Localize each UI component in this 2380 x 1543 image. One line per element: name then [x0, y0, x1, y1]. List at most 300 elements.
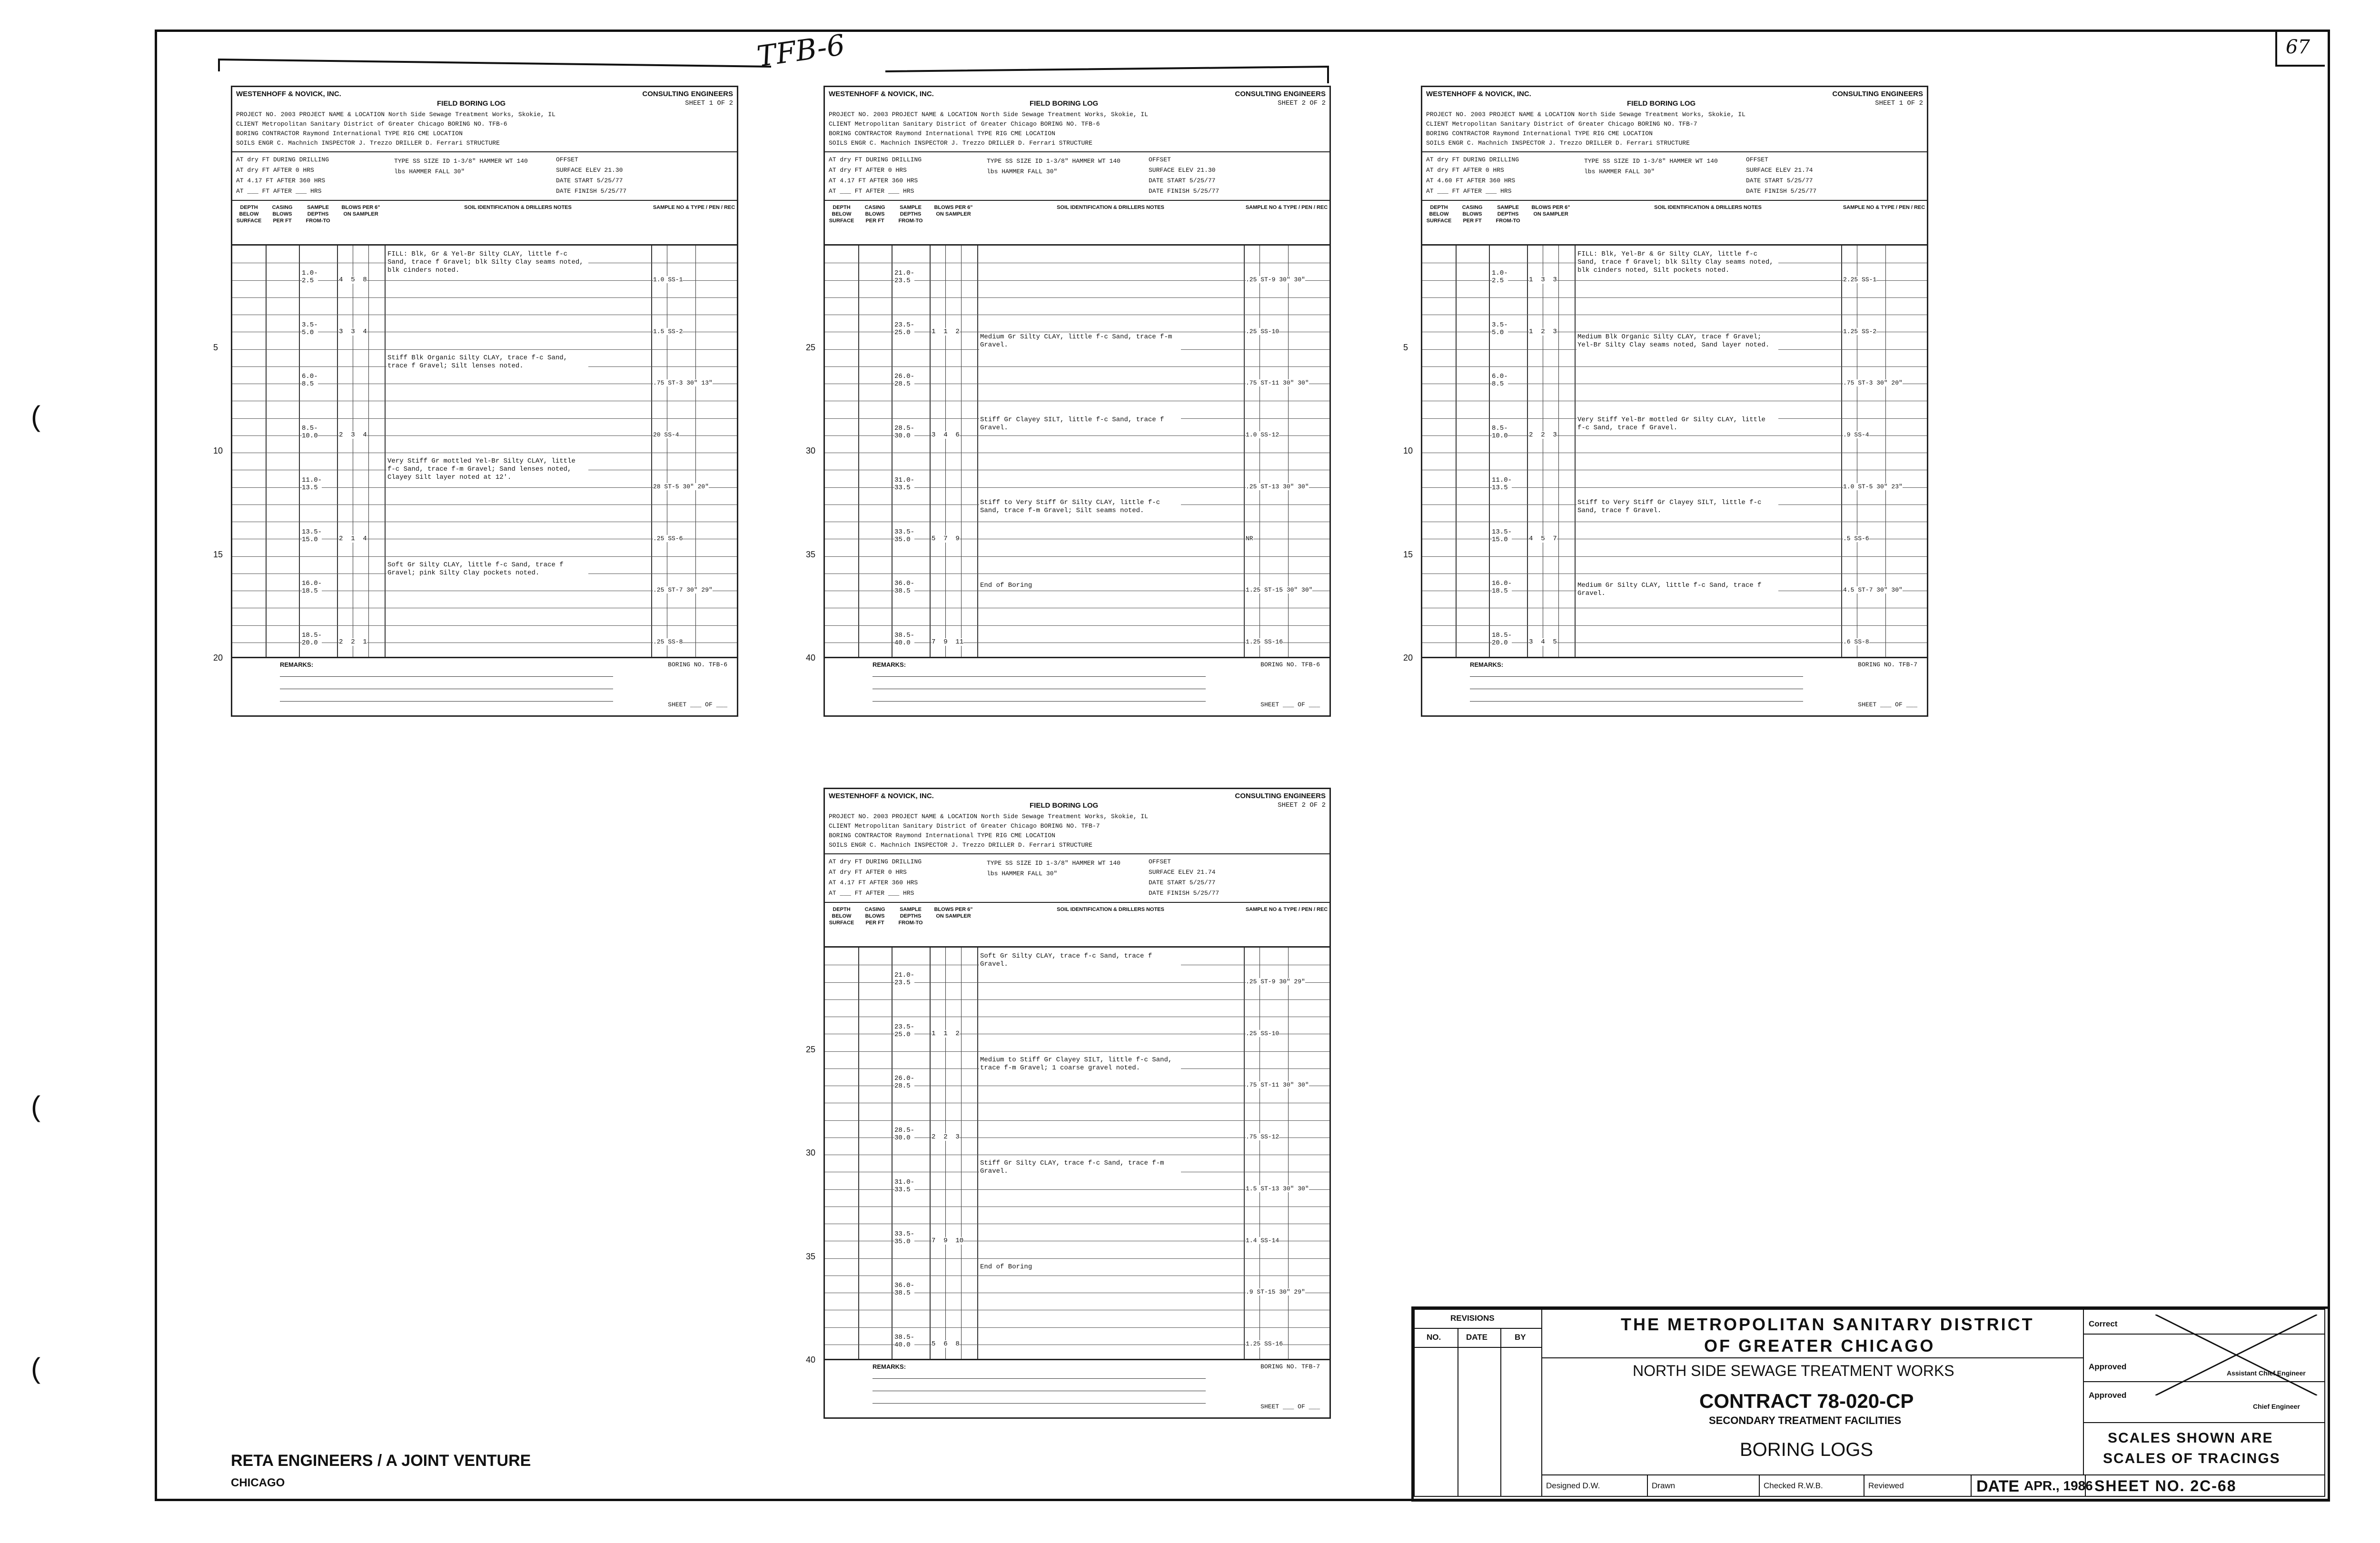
log-grid — [213, 244, 737, 663]
depth-marker: 30 — [806, 1148, 816, 1157]
sample-blows: 2 2 3 — [1529, 431, 1557, 439]
sample-blows: 1 3 3 — [1529, 276, 1557, 284]
grid-column-line — [930, 948, 931, 1360]
sample-depth: 28.5- 30.0 — [894, 425, 915, 440]
sample-blows: 7 9 11 — [932, 638, 964, 646]
sample-blows: 5 7 9 — [932, 534, 960, 543]
boring-log-tfb7-sheet2 — [806, 788, 1331, 1419]
sample-depth: 36.0- 38.5 — [894, 1282, 915, 1297]
grid-column-line — [977, 948, 978, 1360]
boring-number: BORING NO. TFB-6 — [668, 661, 727, 668]
column-header-row — [232, 201, 737, 244]
sample-blows: 3 3 4 — [339, 327, 367, 336]
groundwater-reading: AT ___ FT AFTER ___ HRS — [236, 188, 322, 195]
sheet-number: SHEET NO. 2C-68 — [2094, 1477, 2237, 1494]
sample-number: 28 ST-5 30" 20" — [653, 483, 709, 490]
depth-marker: 15 — [1403, 549, 1413, 559]
surface-elev: SURFACE ELEV 21.74 — [1746, 167, 1813, 174]
soil-description: Very Stiff Gr mottled Yel-Br Silty CLAY, little f-c Sand, trace f-m Gravel; Sand lenses noted, Clayey Silt layer noted at 12'. — [387, 456, 588, 483]
grid-subcolumn-line — [1288, 948, 1289, 1360]
sample-depth: 21.0- 23.5 — [894, 269, 915, 285]
groundwater-reading: AT 4.60 FT AFTER 360 HRS — [1426, 177, 1516, 184]
contractor-line: BORING CONTRACTOR Raymond International TYPE RIG CME LOCATION — [829, 832, 1055, 839]
facility-name: SECONDARY TREATMENT FACILITIES — [1709, 1414, 1902, 1426]
designed-by: Designed D.W. — [1546, 1481, 1600, 1490]
column-header: SAMPLE NO & TYPE / PEN / REC — [1843, 205, 1925, 210]
groundwater-box — [232, 151, 737, 201]
sample-number: 1.5 SS-2 — [653, 327, 683, 335]
agency-line-2: OF GREATER CHICAGO — [1704, 1336, 1935, 1355]
grid-column-line — [337, 246, 338, 658]
grid-subcolumn-line — [1885, 246, 1886, 658]
client-line: CLIENT Metropolitan Sanitary District of Greater Chicago BORING NO. TFB-7 — [829, 822, 1100, 830]
scales-panel — [2083, 1422, 2325, 1475]
log-title: FIELD BORING LOG — [1030, 801, 1099, 810]
remarks-label: REMARKS: — [280, 661, 314, 668]
grid-subcolumn-line — [1259, 948, 1260, 1360]
sample-number: 4.5 ST-7 30" 30" — [1843, 586, 1903, 594]
column-header: DEPTH BELOW SURFACE — [829, 205, 854, 224]
column-header: SAMPLE DEPTHS FROM-TO — [898, 205, 923, 224]
client-line: CLIENT Metropolitan Sanitary District of Greater Chicago BORING NO. TFB-6 — [829, 120, 1100, 128]
sample-number: 1.4 SS-14 — [1246, 1236, 1279, 1244]
soil-description: End of Boring — [979, 581, 1181, 591]
sample-blows: 3 4 5 — [1529, 638, 1557, 646]
column-header: SOIL IDENTIFICATION & DRILLERS NOTES — [1057, 205, 1164, 210]
project-panel — [1541, 1309, 2084, 1475]
sample-number: .6 SS-8 — [1843, 638, 1869, 646]
project-line: PROJECT NO. 2003 PROJECT NAME & LOCATION North Side Sewage Treatment Works, Skokie, IL — [1426, 111, 1745, 118]
soil-description: Soft Gr Silty CLAY, trace f-c Sand, trace f Gravel. — [979, 951, 1181, 969]
grid-row-line — [1422, 297, 1927, 298]
depth-marker: 35 — [806, 549, 816, 559]
groundwater-box — [825, 853, 1329, 903]
column-header: CASING BLOWS PER FT — [864, 205, 885, 224]
column-header: DEPTH BELOW SURFACE — [829, 907, 854, 926]
groundwater-reading: AT dry FT DURING DRILLING — [829, 156, 922, 163]
sample-blows: 1 1 2 — [932, 1029, 960, 1038]
sample-depth: 3.5- 5.0 — [1492, 321, 1508, 336]
depth-marker: 40 — [806, 653, 816, 663]
sample-number: 1.25 SS-16 — [1246, 638, 1283, 646]
grid-subcolumn-line — [961, 948, 962, 1360]
project-name: NORTH SIDE SEWAGE TREATMENT WORKS — [1633, 1362, 1954, 1379]
sample-number: 20 SS-4 — [653, 431, 679, 439]
firm-name: RETA ENGINEERS / A JOINT VENTURE — [231, 1452, 531, 1470]
title-block — [1411, 1306, 2330, 1502]
log-grid — [1403, 244, 1927, 663]
sample-depth: 8.5- 10.0 — [1492, 425, 1508, 440]
grid-column-line — [858, 246, 859, 658]
log-title: FIELD BORING LOG — [437, 99, 506, 108]
groundwater-reading: AT dry FT DURING DRILLING — [1426, 156, 1519, 163]
company-name: WESTENHOFF & NOVICK, INC. — [829, 792, 934, 800]
column-header: CASING BLOWS PER FT — [864, 907, 885, 926]
grid-column-line — [1575, 246, 1576, 658]
sample-depth: 31.0- 33.5 — [894, 1178, 915, 1194]
groundwater-reading: AT dry FT AFTER 0 HRS — [829, 167, 907, 174]
sample-depth: 6.0- 8.5 — [1492, 373, 1508, 388]
soil-description: FILL: Blk, Yel-Br & Gr Silty CLAY, little f-c Sand, trace f Gravel; blk Silty Clay seams noted, blk cinders noted, Silt pockets noted. — [1577, 249, 1778, 276]
column-header: SOIL IDENTIFICATION & DRILLERS NOTES — [464, 205, 572, 210]
depth-marker: 25 — [806, 342, 816, 352]
date-start: DATE START 5/25/77 — [1149, 879, 1216, 886]
depth-marker: 10 — [1403, 446, 1413, 455]
contractor-line: BORING CONTRACTOR Raymond International TYPE RIG CME LOCATION — [1426, 130, 1653, 137]
sheet-title: BORING LOGS — [1740, 1439, 1874, 1460]
sample-depth: 11.0- 13.5 — [302, 476, 322, 492]
sample-number: .9 SS-4 — [1843, 431, 1869, 439]
sample-blows: 5 6 8 — [932, 1340, 960, 1348]
log-grid — [806, 946, 1329, 1365]
sample-blows: 2 2 3 — [932, 1133, 960, 1141]
grid-row-line — [232, 418, 737, 419]
approved-role-2: Chief Engineer — [2253, 1403, 2300, 1410]
engineer-line: SOILS ENGR C. Machnich INSPECTOR J. Trezzo DRILLER D. Ferrari STRUCTURE — [829, 841, 1092, 849]
remarks-area — [825, 1359, 1329, 1417]
soil-description: Soft Gr Silty CLAY, little f-c Sand, trace f Gravel; pink Silty Clay pockets noted. — [387, 560, 588, 578]
grid-row-line — [232, 556, 737, 557]
approved-role-1: Assistant Chief Engineer — [2227, 1369, 2306, 1377]
remarks-line — [1470, 701, 1803, 702]
grid-row-line — [825, 625, 1329, 626]
sample-depth: 3.5- 5.0 — [302, 321, 318, 336]
sample-depth: 33.5- 35.0 — [894, 528, 915, 544]
equipment-line: TYPE SS SIZE ID 1-3/8" HAMMER WT 140 lbs HAMMER FALL 30" — [987, 860, 1121, 877]
remarks-line — [280, 676, 613, 677]
grid-column-line — [1456, 246, 1457, 658]
depth-marker: 40 — [806, 1355, 816, 1365]
column-header: BLOWS PER 6" ON SAMPLER — [1531, 205, 1570, 217]
sample-blows: 4 5 8 — [339, 276, 367, 284]
grid-column-line — [385, 246, 386, 658]
grid-subcolumn-line — [695, 246, 696, 658]
remarks-area — [1422, 657, 1927, 715]
sample-number: .25 SS-10 — [1246, 327, 1279, 335]
rev-col-no: NO. — [1427, 1333, 1441, 1342]
project-line: PROJECT NO. 2003 PROJECT NAME & LOCATION North Side Sewage Treatment Works, Skokie, IL — [236, 111, 555, 118]
sample-number: .75 ST-3 30" 13" — [653, 379, 713, 387]
remarks-line — [1470, 676, 1803, 677]
sample-number: .25 ST-7 30" 29" — [653, 586, 713, 594]
sample-depth: 26.0- 28.5 — [894, 373, 915, 388]
soil-description: Stiff to Very Stiff Gr Clayey SILT, little f-c Sand, trace f Gravel. — [1577, 498, 1778, 516]
scales-line-2: SCALES OF TRACINGS — [2103, 1451, 2281, 1466]
soil-description: End of Boring — [979, 1262, 1181, 1272]
remarks-label: REMARKS: — [1470, 661, 1504, 668]
sample-blows: 4 5 7 — [1529, 534, 1557, 543]
soil-description: Medium Blk Organic Silty CLAY, trace f Gravel; Yel-Br Silty Clay seams noted, Sand layer noted. — [1577, 332, 1778, 350]
sample-depth: 11.0- 13.5 — [1492, 476, 1512, 492]
column-header: DEPTH BELOW SURFACE — [236, 205, 262, 224]
grid-column-line — [651, 246, 652, 658]
project-line: PROJECT NO. 2003 PROJECT NAME & LOCATION North Side Sewage Treatment Works, Skokie, IL — [829, 111, 1148, 118]
sample-depth: 26.0- 28.5 — [894, 1075, 915, 1090]
equipment-line: TYPE SS SIZE ID 1-3/8" HAMMER WT 140 lbs HAMMER FALL 30" — [394, 158, 528, 175]
groundwater-reading: AT ___ FT AFTER ___ HRS — [1426, 188, 1512, 195]
depth-marker: 30 — [806, 446, 816, 455]
sample-number: NR — [1246, 534, 1253, 542]
company-name: WESTENHOFF & NOVICK, INC. — [1426, 90, 1531, 98]
column-header: SAMPLE NO & TYPE / PEN / REC — [1245, 205, 1328, 210]
reviewed-by: Reviewed — [1868, 1481, 1904, 1490]
grid-column-line — [1841, 246, 1842, 658]
checked-by: Checked R.W.B. — [1764, 1481, 1823, 1490]
grid-column-line — [299, 246, 300, 658]
groundwater-reading: AT 4.17 FT AFTER 360 HRS — [236, 177, 326, 184]
depth-marker: 35 — [806, 1251, 816, 1261]
sample-blows: 2 3 4 — [339, 431, 367, 439]
sample-depth: 38.5- 40.0 — [894, 632, 915, 647]
sample-blows: 3 4 6 — [932, 431, 960, 439]
sheet-label: SHEET 1 OF 2 — [685, 99, 733, 107]
depth-marker: 20 — [1403, 653, 1413, 663]
soil-description — [979, 249, 1181, 251]
grid-column-line — [1527, 246, 1528, 658]
boring-number: BORING NO. TFB-7 — [1260, 1363, 1320, 1370]
signature-row — [1541, 1474, 2325, 1497]
rev-col-date: DATE — [1466, 1333, 1488, 1342]
sample-depth: 23.5- 25.0 — [894, 321, 915, 336]
boring-number: BORING NO. TFB-7 — [1858, 661, 1917, 668]
firm-city: CHICAGO — [231, 1476, 285, 1489]
date-label: DATE — [1976, 1477, 2020, 1495]
grid-row-line — [825, 1120, 1329, 1121]
consulting-label: CONSULTING ENGINEERS — [1235, 90, 1326, 98]
sample-depth: 18.5- 20.0 — [1492, 632, 1512, 647]
company-name: WESTENHOFF & NOVICK, INC. — [829, 90, 934, 98]
offset-label: OFFSET — [556, 156, 578, 163]
soil-description: Medium Gr Silty CLAY, little f-c Sand, trace f-m Gravel. — [979, 332, 1181, 350]
grid-subcolumn-line — [1558, 246, 1559, 658]
log-title: FIELD BORING LOG — [1030, 99, 1099, 108]
approved-label-2: Approved — [2089, 1391, 2127, 1400]
grid-row-line — [1422, 556, 1927, 557]
revisions-label: REVISIONS — [1450, 1314, 1495, 1323]
column-header: BLOWS PER 6" ON SAMPLER — [934, 205, 973, 217]
grid-column-line — [977, 246, 978, 658]
soil-description: Medium Gr Silty CLAY, little f-c Sand, trace f Gravel. — [1577, 581, 1778, 599]
remarks-area — [825, 657, 1329, 715]
groundwater-reading: AT ___ FT AFTER ___ HRS — [829, 188, 914, 195]
soil-description: FILL: Blk, Gr & Yel-Br Silty CLAY, little f-c Sand, trace f Gravel; blk Silty Clay seams noted, blk cinders noted. — [387, 249, 588, 276]
page-number: 67 — [2286, 36, 2310, 58]
revisions-panel — [1414, 1309, 1542, 1497]
equipment-line: TYPE SS SIZE ID 1-3/8" HAMMER WT 140 lbs HAMMER FALL 30" — [987, 158, 1121, 175]
sheet-label: SHEET 2 OF 2 — [1278, 99, 1326, 107]
depth-marker: 15 — [213, 549, 223, 559]
grid-row-line — [825, 297, 1329, 298]
sample-depth: 13.5- 15.0 — [302, 528, 322, 544]
sample-depth: 36.0- 38.5 — [894, 580, 915, 595]
contractor-line: BORING CONTRACTOR Raymond International TYPE RIG CME LOCATION — [236, 130, 463, 137]
engineer-line: SOILS ENGR C. Machnich INSPECTOR J. Trezzo DRILLER D. Ferrari STRUCTURE — [236, 139, 500, 147]
grid-subcolumn-line — [945, 246, 946, 658]
binder-mark: ( — [31, 400, 40, 432]
column-header: DEPTH BELOW SURFACE — [1426, 205, 1452, 224]
log-header — [825, 87, 1329, 244]
remarks-line — [873, 1403, 1206, 1404]
sample-number: .75 ST-11 30" 30" — [1246, 1081, 1309, 1089]
groundwater-reading: AT ___ FT AFTER ___ HRS — [829, 890, 914, 897]
date-finish: DATE FINISH 5/25/77 — [1149, 188, 1220, 195]
approval-panel — [2083, 1309, 2325, 1423]
column-header: BLOWS PER 6" ON SAMPLER — [341, 205, 380, 217]
page-number-box — [2275, 31, 2325, 67]
sample-blows: 7 9 10 — [932, 1236, 964, 1245]
sample-number: .25 ST-9 30" 29" — [1246, 978, 1305, 985]
grid-row-line — [825, 1051, 1329, 1052]
sample-depth: 23.5- 25.0 — [894, 1023, 915, 1039]
depth-marker: 5 — [1403, 342, 1408, 352]
remarks-label: REMARKS: — [873, 661, 906, 668]
sample-number: 1.5 ST-13 30" 30" — [1246, 1185, 1309, 1192]
sample-depth: 18.5- 20.0 — [302, 632, 322, 647]
column-header-row — [825, 201, 1329, 244]
sample-depth: 16.0- 18.5 — [302, 580, 322, 595]
sheet-footer: SHEET ___ OF ___ — [1260, 1403, 1320, 1410]
consulting-label: CONSULTING ENGINEERS — [1832, 90, 1923, 98]
groundwater-reading: AT 4.17 FT AFTER 360 HRS — [829, 879, 918, 886]
grid-subcolumn-line — [1259, 246, 1260, 658]
offset-label: OFFSET — [1149, 858, 1171, 865]
sample-number: 1.25 SS-2 — [1843, 327, 1877, 335]
sample-blows: 2 1 4 — [339, 534, 367, 543]
column-header: CASING BLOWS PER FT — [272, 205, 293, 224]
soil-description: Stiff to Very Stiff Gr Silty CLAY, little f-c Sand, trace f-m Gravel; Silt seams noted. — [979, 498, 1181, 516]
depth-marker: 25 — [806, 1044, 816, 1054]
log-grid — [806, 244, 1329, 663]
remarks-label: REMARKS: — [873, 1363, 906, 1370]
sample-number: 1.25 SS-16 — [1246, 1340, 1283, 1348]
sample-depth: 8.5- 10.0 — [302, 425, 318, 440]
grid-row-line — [825, 556, 1329, 557]
client-line: CLIENT Metropolitan Sanitary District of Greater Chicago BORING NO. TFB-7 — [1426, 120, 1697, 128]
column-header: SAMPLE DEPTHS FROM-TO — [898, 907, 923, 926]
grid-column-line — [1489, 246, 1490, 658]
sample-number: .25 ST-13 30" 30" — [1246, 483, 1309, 490]
groundwater-reading: AT dry FT DURING DRILLING — [236, 156, 329, 163]
remarks-line — [280, 701, 613, 702]
grid-row-line — [232, 625, 737, 626]
surface-elev: SURFACE ELEV 21.74 — [1149, 869, 1216, 876]
grid-column-line — [1244, 246, 1245, 658]
depth-marker: 5 — [213, 342, 218, 352]
sample-depth: 13.5- 15.0 — [1492, 528, 1512, 544]
rev-col-by: BY — [1515, 1333, 1526, 1342]
grid-row-line — [825, 1258, 1329, 1259]
sample-number: 1.0 SS-12 — [1246, 431, 1279, 439]
column-header: SOIL IDENTIFICATION & DRILLERS NOTES — [1057, 907, 1164, 912]
column-header: SAMPLE DEPTHS FROM-TO — [306, 205, 330, 224]
sheet-footer: SHEET ___ OF ___ — [1260, 701, 1320, 708]
surface-elev: SURFACE ELEV 21.30 — [556, 167, 623, 174]
remarks-area — [232, 657, 737, 715]
soil-description: Stiff Gr Clayey SILT, little f-c Sand, trace f Gravel. — [979, 415, 1181, 433]
sample-number: .9 ST-15 30" 29" — [1246, 1288, 1305, 1296]
grid-column-line — [858, 948, 859, 1360]
offset-label: OFFSET — [1746, 156, 1768, 163]
remarks-line — [873, 701, 1206, 702]
sample-number: .75 SS-12 — [1246, 1133, 1279, 1141]
engineer-line: SOILS ENGR C. Machnich INSPECTOR J. Trezzo DRILLER D. Ferrari STRUCTURE — [829, 139, 1092, 147]
sheet-footer: SHEET ___ OF ___ — [1858, 701, 1917, 708]
date-start: DATE START 5/25/77 — [556, 177, 623, 184]
column-header: SAMPLE NO & TYPE / PEN / REC — [1245, 907, 1328, 912]
depth-marker: 20 — [213, 653, 223, 663]
groundwater-box — [1422, 151, 1927, 201]
sample-depth: 33.5- 35.0 — [894, 1230, 915, 1246]
boring-number: BORING NO. TFB-6 — [1260, 661, 1320, 668]
sample-number: .5 SS-6 — [1843, 534, 1869, 542]
log-header — [232, 87, 737, 244]
sample-depth: 28.5- 30.0 — [894, 1127, 915, 1142]
handwritten-mark: TFB-6 — [755, 28, 847, 74]
soil-description: Stiff Gr Silty CLAY, trace f-c Sand, trace f-m Gravel. — [979, 1158, 1181, 1177]
depth-marker: 10 — [213, 446, 223, 455]
sample-blows: 2 2 1 — [339, 638, 367, 646]
sample-depth: 1.0- 2.5 — [302, 269, 318, 285]
grid-column-line — [266, 246, 267, 658]
log-title: FIELD BORING LOG — [1627, 99, 1696, 108]
grid-column-line — [930, 246, 931, 658]
sample-number: 1.25 ST-15 30" 30" — [1246, 586, 1313, 594]
column-header: BLOWS PER 6" ON SAMPLER — [934, 907, 973, 919]
binder-mark: ( — [31, 1352, 40, 1384]
soil-description: Stiff Blk Organic Silty CLAY, trace f-c Sand, trace f Gravel; Silt lenses noted. — [387, 353, 588, 371]
client-line: CLIENT Metropolitan Sanitary District of Greater Chicago BORING NO. TFB-6 — [236, 120, 507, 128]
sheet-footer: SHEET ___ OF ___ — [668, 701, 727, 708]
contract-number: CONTRACT 78-020-CP — [1699, 1390, 1914, 1412]
sample-depth: 21.0- 23.5 — [894, 971, 915, 987]
groundwater-reading: AT dry FT AFTER 0 HRS — [829, 869, 907, 876]
sample-depth: 31.0- 33.5 — [894, 476, 915, 492]
equipment-line: TYPE SS SIZE ID 1-3/8" HAMMER WT 140 lbs HAMMER FALL 30" — [1584, 158, 1718, 175]
column-header: SOIL IDENTIFICATION & DRILLERS NOTES — [1654, 205, 1762, 210]
groundwater-reading: AT dry FT AFTER 0 HRS — [1426, 167, 1504, 174]
soil-description: Medium to Stiff Gr Clayey SILT, little f-c Sand, trace f-m Gravel; 1 coarse gravel noted. — [979, 1055, 1181, 1073]
correct-label: Correct — [2089, 1319, 2118, 1328]
column-header-row — [1422, 201, 1927, 244]
groundwater-reading: AT 4.17 FT AFTER 360 HRS — [829, 177, 918, 184]
sample-number: .25 SS-8 — [653, 638, 683, 646]
grid-row-line — [232, 504, 737, 505]
consulting-label: CONSULTING ENGINEERS — [1235, 792, 1326, 800]
groundwater-reading: AT dry FT AFTER 0 HRS — [236, 167, 314, 174]
column-header-row — [825, 903, 1329, 946]
groundwater-box — [825, 151, 1329, 201]
sample-depth: 1.0- 2.5 — [1492, 269, 1508, 285]
date-finish: DATE FINISH 5/25/77 — [556, 188, 627, 195]
sample-depth: 16.0- 18.5 — [1492, 580, 1512, 595]
offset-label: OFFSET — [1149, 156, 1171, 163]
sample-blows: 1 1 2 — [932, 327, 960, 336]
sample-number: .25 ST-9 30" 30" — [1246, 276, 1305, 283]
boring-log-tfb6-sheet1 — [213, 86, 738, 717]
boring-log-tfb6-sheet2 — [806, 86, 1331, 717]
log-header — [1422, 87, 1927, 244]
sample-blows: 1 2 3 — [1529, 327, 1557, 336]
sample-number: .75 ST-3 30" 20" — [1843, 379, 1903, 387]
company-name: WESTENHOFF & NOVICK, INC. — [236, 90, 341, 98]
sample-number: 1.0 SS-1 — [653, 276, 683, 283]
date-finish: DATE FINISH 5/25/77 — [1746, 188, 1817, 195]
grid-subcolumn-line — [1288, 246, 1289, 658]
sheet-label: SHEET 1 OF 2 — [1875, 99, 1923, 107]
grid-row-line — [1422, 366, 1927, 367]
column-header: CASING BLOWS PER FT — [1462, 205, 1483, 224]
soil-description: Very Stiff Yel-Br mottled Gr Silty CLAY, little f-c Sand, trace f Gravel. — [1577, 415, 1778, 433]
